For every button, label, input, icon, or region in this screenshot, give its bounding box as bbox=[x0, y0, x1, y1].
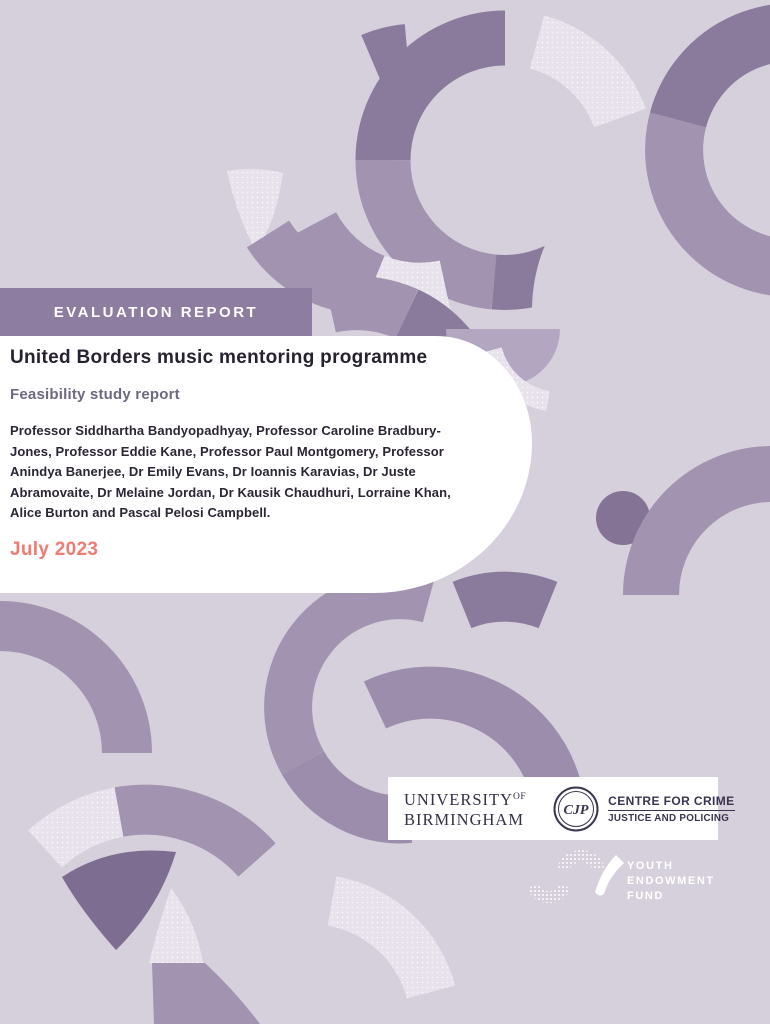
mid-right-cluster bbox=[596, 474, 770, 595]
ccjp-wordmark bbox=[608, 794, 734, 824]
report-subtitle: Feasibility study report bbox=[10, 386, 180, 403]
uob-word-of: OF bbox=[513, 792, 527, 802]
ccjp-emblem-icon bbox=[552, 785, 600, 833]
ccjp-line2: JUSTICE AND POLICING bbox=[608, 812, 730, 824]
yef-line2: ENDOWMENT bbox=[627, 874, 715, 887]
evaluation-report-banner bbox=[0, 288, 312, 336]
title-bubble bbox=[0, 336, 532, 593]
banner-label: EVALUATION REPORT bbox=[53, 303, 259, 321]
uob-word-birmingham: BIRMINGHAM bbox=[404, 810, 525, 829]
page-title: United Borders music mentoring programme bbox=[10, 347, 428, 368]
yef-line3: FUND bbox=[627, 889, 664, 902]
university-logo-box bbox=[388, 777, 735, 840]
yef-line1: YOUTH bbox=[627, 859, 674, 872]
youth-endowment-fund-logo bbox=[525, 848, 725, 910]
uob-word-university: UNIVERSITY bbox=[404, 790, 513, 809]
authors-list: Professor Siddhartha Bandyopadhyay, Professor Caroline Bradbury-Jones, Professor Eddie Kane, Professor Paul Montgomery, Professor Anindya Banerjee, Dr Emily Evans, Dr Ioannis Karavias, Dr Juste Abramovaite, Dr Melaine Jordan, Dr Kausik Chaudhuri, Lorraine Khan, Alice Burton and Pascal Pelosi Campbell. bbox=[10, 423, 451, 520]
publication-date: July 2023 bbox=[10, 538, 99, 560]
ccjp-line1: CENTRE FOR CRIME bbox=[608, 794, 734, 811]
ccjp-monogram: CJP bbox=[563, 802, 589, 818]
yef-wordmark bbox=[627, 859, 715, 904]
centre-for-crime-logo bbox=[552, 785, 734, 833]
university-of-birmingham-wordmark bbox=[404, 787, 526, 830]
yef-swoosh-icon bbox=[525, 849, 625, 909]
